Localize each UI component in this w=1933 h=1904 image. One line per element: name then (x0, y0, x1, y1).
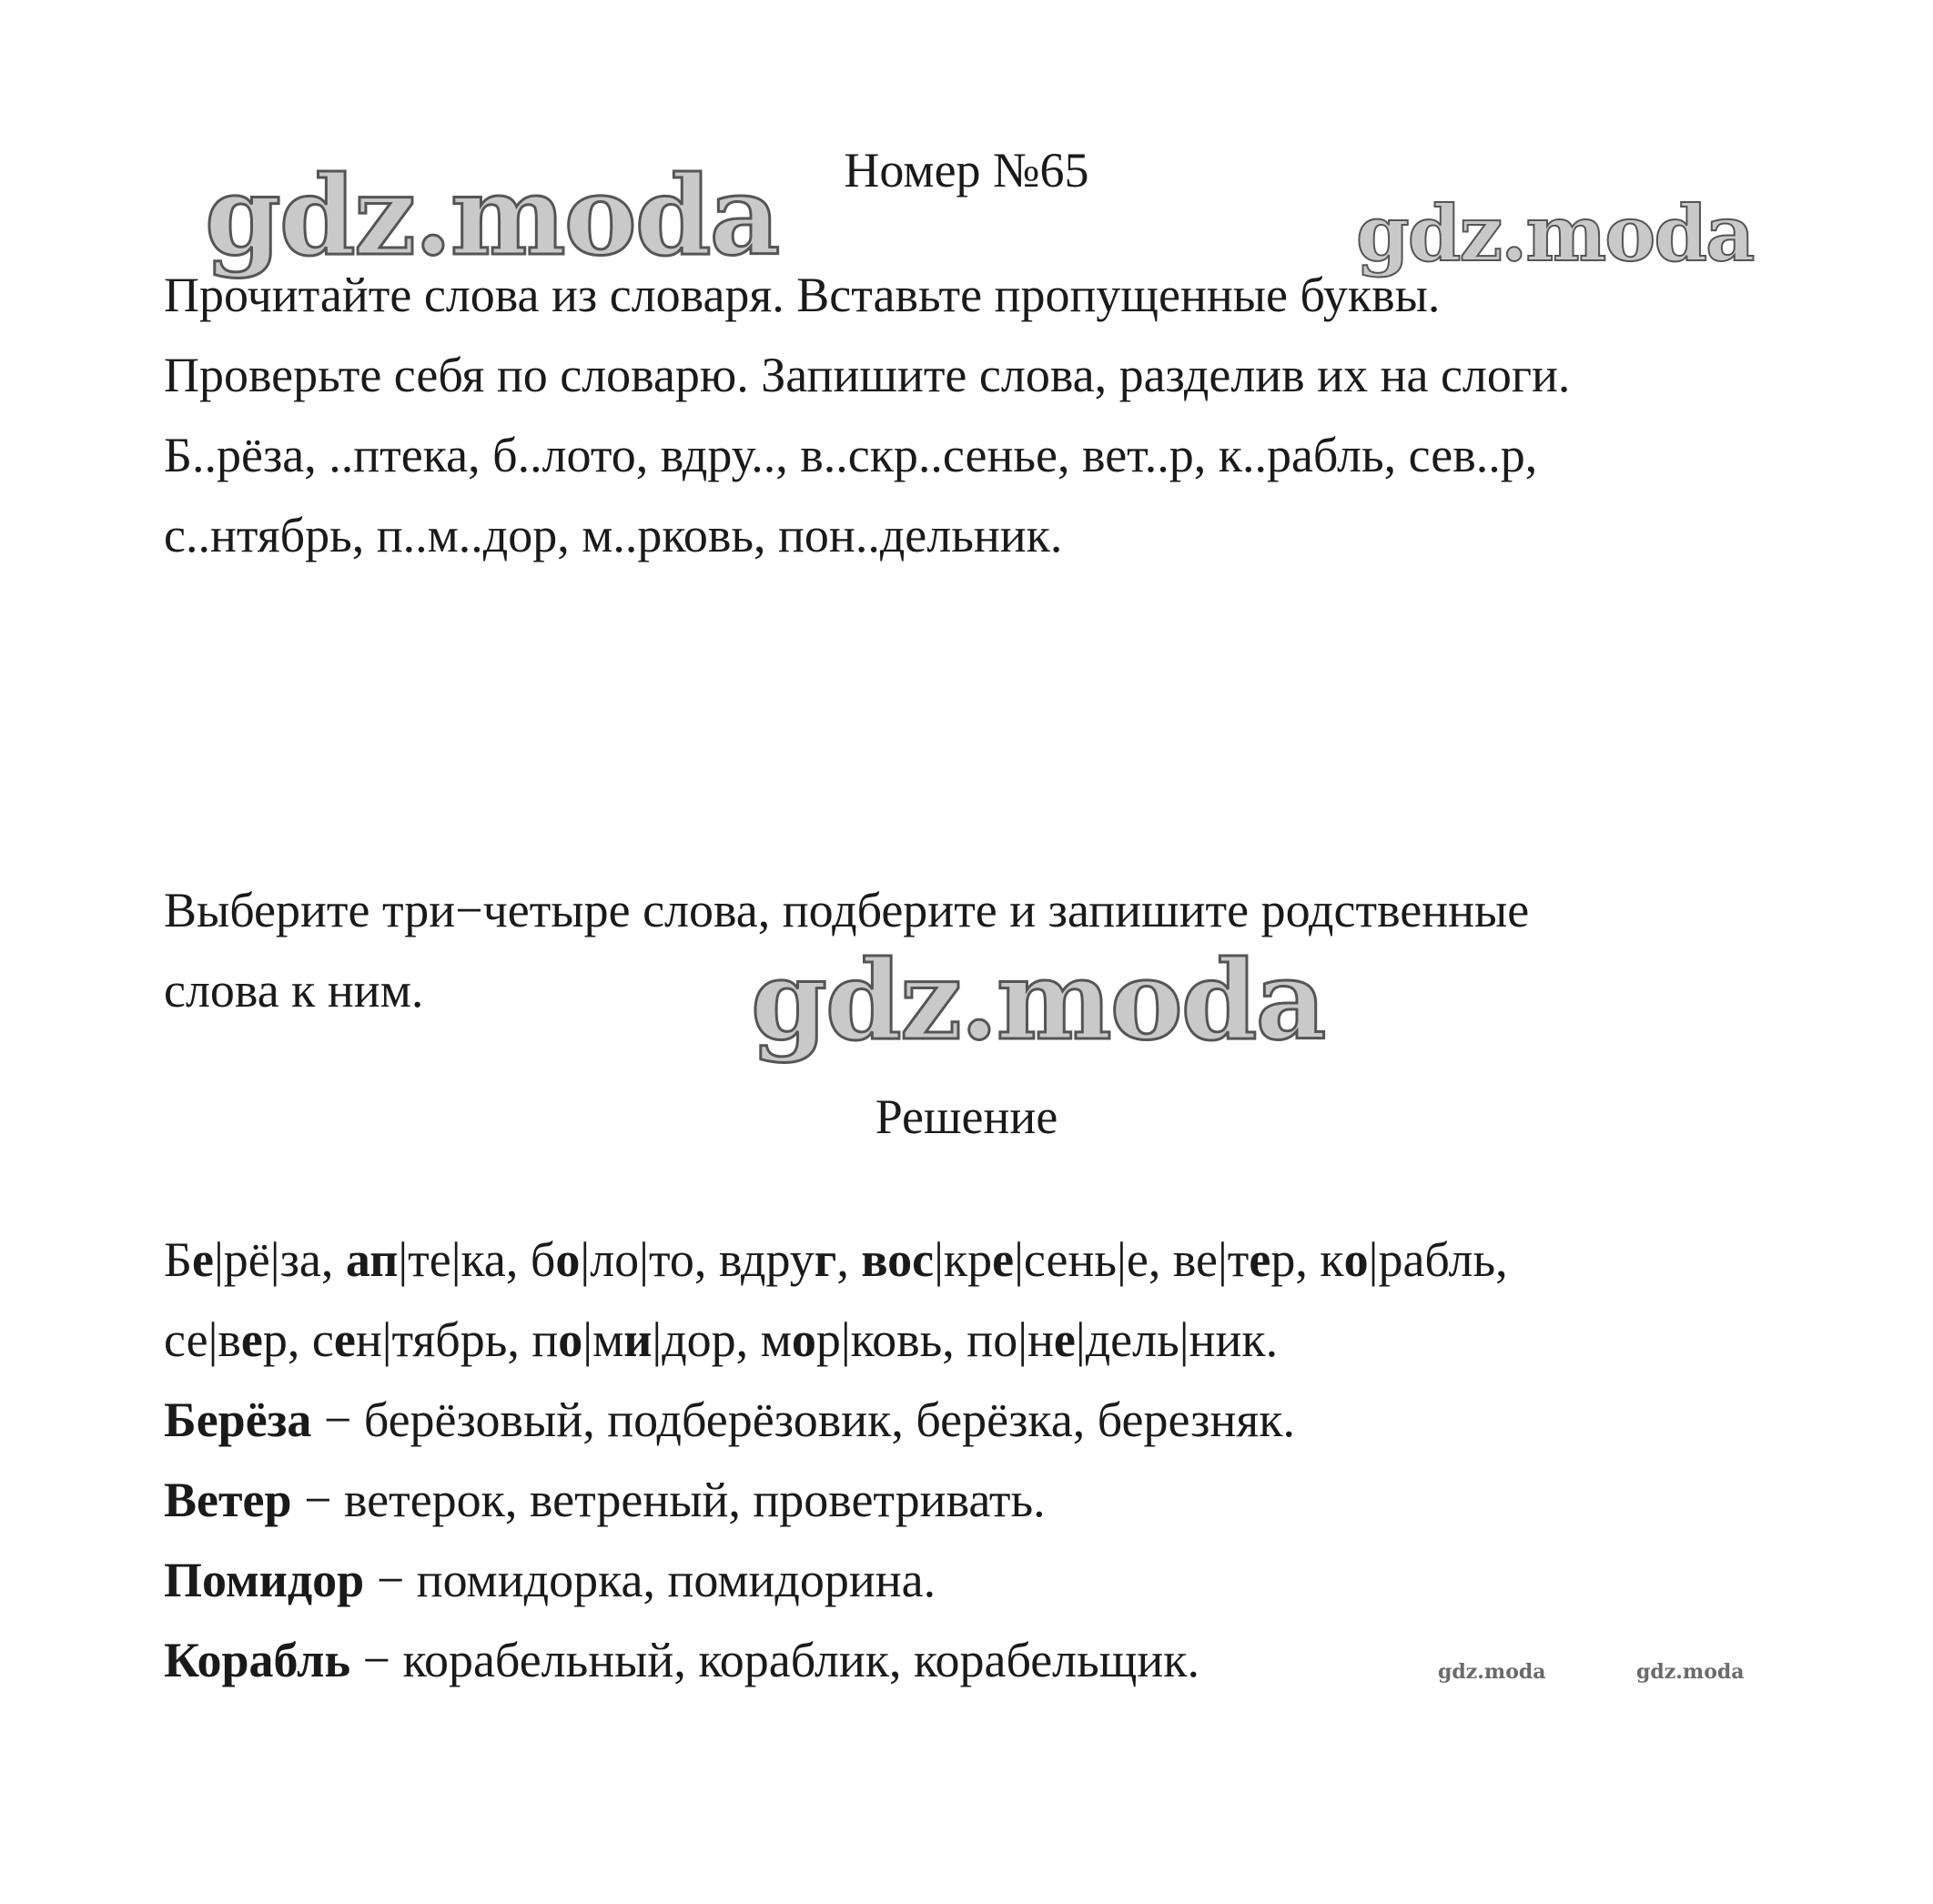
watermark-logo: gdz.moda (205, 152, 779, 280)
syllable-separator: | (1217, 1232, 1228, 1287)
syllable-segment: м (760, 1312, 792, 1367)
related-list: − ветерок, ветреный, проветривать. (291, 1473, 1046, 1527)
syllable-separator: | (207, 1312, 218, 1367)
syllable-segment: е (333, 1312, 356, 1367)
related-list: − берёзовый, подберёзовик, берёзка, березняк. (311, 1393, 1295, 1447)
syllable-segment: н (1027, 1312, 1054, 1367)
related-list: − корабельный, кораблик, корабельщик. (350, 1633, 1199, 1687)
related-line (164, 1380, 1893, 1460)
syllable-separator: | (639, 1232, 649, 1287)
syllable-segment: м (592, 1312, 624, 1367)
syllable-segment: ло (590, 1232, 640, 1287)
syllable-segment: рабль, (1378, 1232, 1508, 1287)
syllable-segment: о (558, 1312, 583, 1367)
related-word: Ветер (164, 1473, 292, 1527)
syllable-segment: дор, (662, 1312, 761, 1367)
syllable-segment: р, (262, 1312, 312, 1367)
syllable-segment: б (530, 1232, 556, 1287)
task2-line: слова к ним. (164, 963, 424, 1018)
syllable-segment: и (623, 1312, 653, 1367)
syllable-segment: о (555, 1232, 581, 1287)
task2-text (164, 870, 1893, 1030)
syllable-separator: | (1117, 1232, 1127, 1287)
syllable-segment: р (815, 1312, 841, 1367)
syllable-segment: е (240, 1312, 263, 1367)
syllable-line (164, 1300, 1893, 1380)
syllable-separator: | (450, 1232, 461, 1287)
syllable-separator: | (269, 1232, 280, 1287)
related-line (164, 1460, 1893, 1540)
syllable-segment: вдру (718, 1232, 815, 1287)
syllable-segment: п (531, 1312, 559, 1367)
related-line (164, 1540, 1893, 1620)
syllable-line (164, 1220, 1893, 1300)
syllable-segment: дель (1085, 1312, 1179, 1367)
syllable-segment: г (814, 1232, 837, 1287)
syllable-separator: | (381, 1312, 392, 1367)
syllable-segment: н (355, 1312, 382, 1367)
syllable-segment: то, (648, 1232, 719, 1287)
watermark-text: gdz.moda (1636, 1660, 1745, 1684)
syllable-segment: ник. (1189, 1312, 1279, 1367)
syllable-segment: те (408, 1232, 451, 1287)
syllable-segment: т (1227, 1232, 1250, 1287)
syllable-separator: | (1179, 1312, 1189, 1367)
syllable-segment: сень (1023, 1232, 1118, 1287)
syllable-segment: е (1249, 1232, 1271, 1287)
solution-text (164, 1220, 1893, 1700)
syllable-segment: о (1343, 1232, 1369, 1287)
syllable-segment: к (1320, 1232, 1344, 1287)
syllable-segment: рё (223, 1232, 270, 1287)
syllable-separator: | (580, 1232, 591, 1287)
task-line: Проверьте себя по словарю. Запишите слова, разделив их на слоги. (164, 348, 1571, 402)
related-word: Помидор (164, 1553, 365, 1607)
syllable-segment: по (966, 1312, 1018, 1367)
related-word: Корабль (164, 1633, 351, 1687)
syllable-separator: | (398, 1232, 409, 1287)
task-text (164, 255, 1893, 575)
page-title: Номер №65 (844, 143, 1089, 197)
syllable-segment: , (836, 1232, 862, 1287)
syllable-segment: о (791, 1312, 816, 1367)
syllable-segment: с (912, 1232, 935, 1287)
task2-line: Выберите три−четыре слова, подберите и запишите родственные (164, 883, 1530, 937)
syllable-separator: | (582, 1312, 593, 1367)
solution-heading: Решение (875, 1089, 1058, 1144)
syllable-separator: | (934, 1232, 944, 1287)
related-word: Берёза (164, 1393, 312, 1447)
syllable-segment: с (311, 1312, 334, 1367)
syllable-segment: а (345, 1232, 370, 1287)
task-line: Прочитайте слова из словаря. Вставьте пропущенные буквы. (164, 268, 1441, 322)
syllable-segment: е (992, 1232, 1015, 1287)
syllable-separator: | (1075, 1312, 1086, 1367)
syllable-segment: се (164, 1312, 208, 1367)
syllable-segment: Б (164, 1232, 193, 1287)
syllable-separator: | (652, 1312, 663, 1367)
related-line (164, 1620, 1893, 1700)
syllable-separator: | (213, 1232, 224, 1287)
syllable-segment: е, (1126, 1232, 1173, 1287)
syllable-segment: тябрь, (391, 1312, 532, 1367)
related-list: − помидорка, помидорина. (364, 1553, 936, 1607)
syllable-segment: е (1053, 1312, 1076, 1367)
syllable-segment: во (861, 1232, 913, 1287)
task-line: Б..рёза, ..птека, б..лото, вдру.., в..скр..сенье, вет..р, к..рабль, сев..р, (164, 428, 1538, 482)
syllable-segment: р, (1270, 1232, 1321, 1287)
task-line: с..нтябрь, п..м..дор, м..рковь, пон..дельник. (164, 508, 1063, 562)
syllable-segment: е (192, 1232, 214, 1287)
syllable-segment: в (218, 1312, 241, 1367)
syllable-segment: ковь, (850, 1312, 967, 1367)
watermark-text: gdz.moda (1438, 1660, 1546, 1684)
watermark-logo: gdz.moda (751, 937, 1325, 1065)
syllable-separator: | (1014, 1232, 1024, 1287)
syllable-segment: п (369, 1232, 399, 1287)
syllable-segment: за, (279, 1232, 346, 1287)
watermark-logo: gdz.moda (1356, 188, 1754, 279)
syllable-separator: | (840, 1312, 851, 1367)
syllable-separator: | (1368, 1232, 1379, 1287)
syllable-segment: кр (943, 1232, 993, 1287)
syllable-segment: ве (1172, 1232, 1218, 1287)
syllable-segment: ка, (460, 1232, 531, 1287)
syllable-separator: | (1017, 1312, 1028, 1367)
